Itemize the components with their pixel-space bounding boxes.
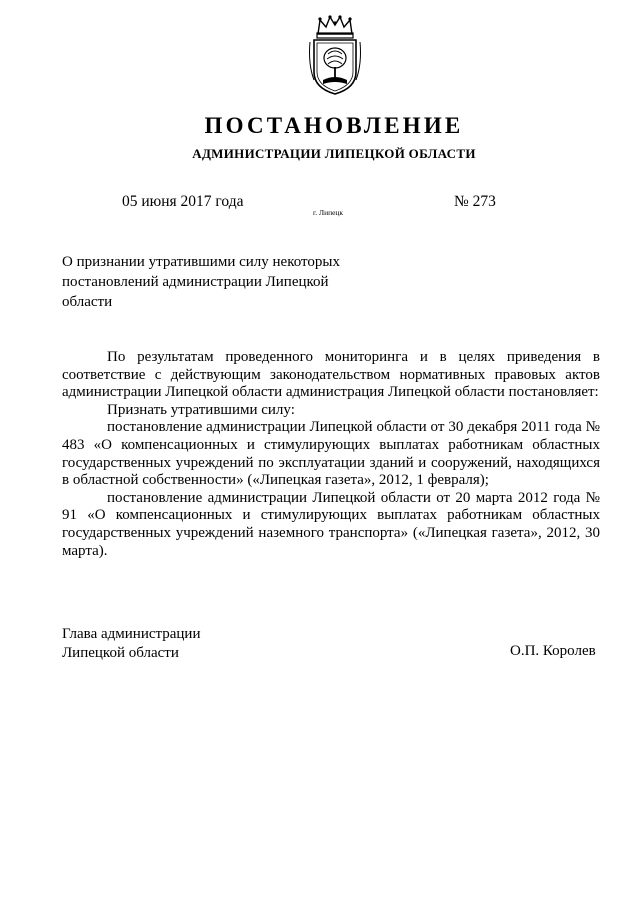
document-number: № 273: [454, 193, 496, 210]
document-date: 05 июня 2017 года: [122, 193, 244, 210]
signature-position: [62, 625, 200, 662]
body-paragraph: Признать утратившими силу:: [107, 401, 295, 418]
document-title: ПОСТАНОВЛЕНИЕ: [204, 113, 464, 138]
signature-name: О.П. Королев: [510, 643, 596, 659]
body-paragraph: По результатам проведенного мониторинга и в целях приведения в соответствие с действующим законодательством нормативных правовых актов администрации Липецкой области администрация Липецкой области постановляет:: [62, 349, 600, 401]
document-subject: [62, 252, 362, 312]
document-subtitle: АДМИНИСТРАЦИИ ЛИПЕЦКОЙ ОБЛАСТИ: [192, 146, 476, 161]
subject-line: постановлений администрации Липецкой: [62, 274, 329, 290]
subject-line: О признании утратившими силу некоторых: [62, 254, 340, 270]
body-paragraph: постановление администрации Липецкой области от 30 декабря 2011 года № 483 «О компенсационных и стимулирующих выплатах работникам областных государственных учреждений по эксплуатации зданий и сооружений, находящихся в областной собственности» («Липецкая газета», 2012, 1 февраля);: [62, 419, 600, 489]
coat-of-arms-icon: [306, 14, 364, 96]
signature-position-line: Липецкой области: [62, 644, 179, 661]
signature-position-line: Глава администрации: [62, 626, 201, 642]
body-paragraph: постановление администрации Липецкой области от 20 марта 2012 года № 91 «О компенсационных и стимулирующих выплатах работникам областных государственных учреждений наземного транспорта» («Липецкая газета», 2012, 30 марта).: [62, 489, 600, 559]
document-body: [62, 349, 600, 560]
document-city: г. Липецк: [313, 208, 344, 217]
subject-line: области: [62, 294, 113, 310]
